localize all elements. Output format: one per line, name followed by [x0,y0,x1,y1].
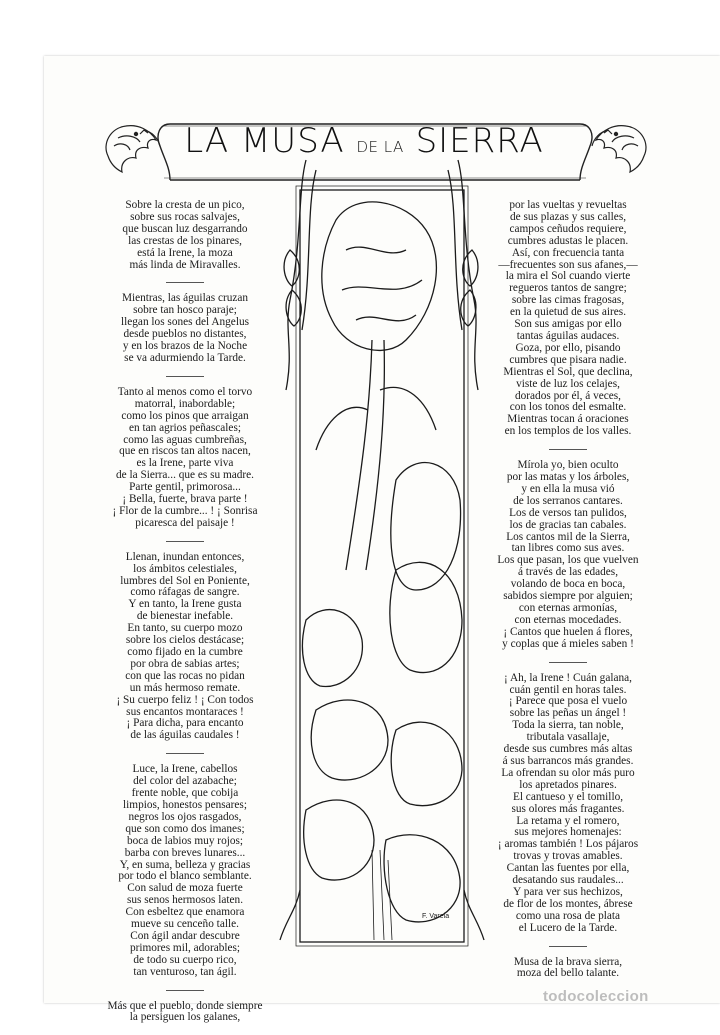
verse-line: que buscan luz desgarrando [122,222,248,235]
verse-line: se va adurmiendo la Tarde. [124,351,246,364]
stanza-divider [166,541,204,542]
stanza [100,1001,270,1025]
verse-line: ¡ Su cuerpo feliz ! ¡ Con todos [116,693,254,706]
verse-line: dorados por él, á veces, [514,389,622,402]
verse-line: moza del bello talante. [516,967,620,980]
verse-line: El cantueso y el tomillo, [512,790,624,803]
verse-line: boca de labios muy rojos; [126,834,244,847]
verse-line: como ráfagas de sangre. [130,586,240,599]
verse-line: sobre los cielos destácase; [125,634,245,647]
verse-line: tantas águilas audaces. [516,329,620,342]
verse-line: de bienestar inefable. [136,610,234,623]
verse-line: más linda de Miravalles. [129,258,241,271]
verse-line: limpios, honestos pensares; [123,798,247,811]
verse-line: primores mil, adorables; [129,941,241,954]
stanza-divider [166,753,204,754]
verse-line: Tanto al menos como el torvo [117,385,253,398]
verse-line: sus mejores homenajes: [514,826,622,839]
verse-line: y en ella la musa vió [521,482,615,495]
verse-line: sobre tan hosco paraje; [133,304,237,317]
verse-line: sobre sus rocas salvajes, [130,210,240,223]
verse-line: barba con breves lunares... [124,846,246,859]
stanza [100,200,270,271]
left-eagle-icon [106,126,160,172]
verse-line: llegan los sones del Angelus [120,316,250,329]
verse-line: cumbres que pisara nadie. [509,353,627,366]
verse-line: Mientras tocan á oraciones [507,413,629,426]
verse-line: La ofrendan su olor más puro [501,766,635,779]
stanza-divider [549,946,587,947]
verse-line: la mira el Sol cuando vierte [505,270,631,283]
verse-line: volando de boca en boca, [510,578,626,591]
verse-line: en los templos de los valles. [504,425,632,438]
verse-line: Con ágil andar descubre [130,929,240,942]
stanza [100,387,270,530]
verse-line: sus senos hermosos laten. [126,894,244,907]
verse-line: que en riscos tan altos nacen, [119,445,251,458]
verse-line: picaresca del paisaje ! [135,516,235,529]
verse-line: desde pueblos no distantes, [123,328,247,341]
verse-line: sus encantos montaraces ! [126,705,244,718]
verse-line: lumbres del Sol en Poniente, [120,574,250,587]
stanza [100,764,270,978]
stanza-divider [549,662,587,663]
stanza [100,293,270,364]
verse-line: Cantan las fuentes por ella, [506,862,630,875]
verse-line: cumbres adustas le placen. [507,234,629,247]
verse-line: ¡ Ah, la Irene ! Cuán galana, [504,671,632,684]
verse-line: Sobre la cresta de un pico, [125,199,245,211]
stanza [100,552,270,743]
verse-line: con que las rocas no pidan [125,669,245,682]
verse-line: de la Sierra... que es su madre. [115,469,255,482]
verse-line: sus olores más fragantes. [511,802,625,815]
verse-line: como una rosa de plata [515,909,621,922]
verse-line: de todo su cuerpo rico, [133,953,237,966]
verse-line: del color del azabache; [133,775,237,788]
verse-line: con eternas mocedades. [514,613,622,626]
verse-line: está la Irene, la moza [137,246,233,259]
verse-line: frente noble, que cobija [131,787,239,800]
stanza [478,673,658,935]
poem-left-column [100,200,270,1035]
verse-line: es la Irene, parte viva [136,457,234,470]
verse-line: por obra de sabias artes; [130,657,240,670]
verse-line: Llenan, inundan entonces, [125,550,245,563]
verse-line: Son sus amigas por ello [514,318,622,331]
verse-line: Mientras, las águilas cruzan [121,292,249,305]
stanza [478,957,658,981]
verse-line: tan venturoso, tan ágil. [133,965,237,978]
verse-line: negros los ojos rasgados, [128,810,242,823]
verse-line: Los cantos mil de la Sierra, [506,530,630,543]
verse-line: los de gracias tan cabales. [509,518,627,531]
verse-line: ¡ Para dicha, para encanto [126,717,244,730]
poem-right-column [478,200,658,991]
verse-line: con eternas armonías, [518,602,618,614]
stanza [478,200,658,438]
verse-line: —frecuentes son sus afanes,— [498,258,638,271]
verse-line: desatando sus raudales... [512,874,624,887]
right-eagle-icon [592,126,646,172]
verse-line: ¡ Parece que posa el vuelo [508,695,628,708]
verse-line: de los serranos cantares. [513,494,623,507]
verse-line: Y, en suma, belleza y gracias [119,858,251,871]
verse-line: un más hermoso remate. [129,681,241,694]
verse-line: Y para ver sus hechizos, [513,885,623,898]
verse-line: á través de las edades, [517,566,619,579]
verse-line: los ámbitos celestiales, [133,562,237,575]
verse-line: Con esbeltez que enamora [125,906,245,919]
verse-line: campos ceñudos requiere, [509,222,627,235]
stanza-divider [166,376,204,377]
verse-line: por las vueltas y revueltas [509,199,627,211]
verse-line: cuán gentil en horas tales. [509,683,627,696]
verse-line: en la quietud de sus aires. [509,306,627,319]
verse-line: por todo el blanco semblante. [118,870,252,883]
verse-line: de flor de los montes, ábrese [503,897,633,910]
verse-line: sobre las peñas un ángel ! [509,707,627,720]
verse-line: ¡ Cantos que huelen á flores, [503,625,633,638]
verse-line: Luce, la Irene, cabellos [132,763,238,776]
verse-line: regueros tantos de sangre; [509,282,627,295]
verse-line: ¡ aromas también ! Los pájaros [497,838,639,851]
verse-line: con los tonos del esmalte. [509,401,627,414]
stanza [478,460,658,651]
verse-line: sabidos siempre por alguien; [503,590,633,603]
verse-line: como las aguas cumbreñas, [123,433,247,446]
verse-line: en tan agrios peñascales; [129,421,241,434]
verse-line: Más que el pueblo, donde siempre [107,999,263,1012]
verse-line: Los que pasan, los que vuelven [497,554,639,567]
verse-line: la persiguen los galanes, [129,1011,241,1024]
verse-line: las crestas de los pinares, [128,234,242,247]
stanza-divider [549,449,587,450]
verse-line: tan libres como sus aves. [511,542,625,555]
watermark: todocoleccion [543,988,649,1005]
stanza-divider [166,282,204,283]
verse-line: de las águilas caudales ! [130,729,240,742]
verse-line: ¡ Bella, fuerte, brava parte ! [122,493,248,506]
verse-line: La retama y el romero, [516,814,620,827]
verse-line: desde sus cumbres más altas [503,743,633,756]
verse-line: Toda la sierra, tan noble, [512,719,624,732]
title-part-3: SIERRA [415,121,544,161]
verse-line: Mírola yo, bien oculto [517,459,619,472]
landscape-illustration [276,150,488,950]
verse-line: como los pinos que arraigan [121,409,249,422]
verse-line: Goza, por ello, pisando [515,341,621,354]
verse-line: á sus barrancos más grandes. [502,754,634,767]
stanza-divider [166,990,204,991]
verse-line: Mientras el Sol, que declina, [503,365,633,378]
verse-line: por las matas y los árboles, [506,471,630,484]
verse-line: de sus plazas y sus calles, [509,210,627,223]
verse-line: Con salud de moza fuerte [127,882,243,895]
verse-line: Musa de la brava sierra, [513,955,623,968]
verse-line: Parte gentil, primorosa... [129,481,241,494]
verse-line: viste de luz los celajes, [516,377,620,390]
title-part-1: LA MUSA [184,121,345,161]
verse-line: y en los brazos de la Noche [122,340,248,353]
verse-line: sobre las cimas fragosas, [511,294,625,307]
verse-line: el Lucero de la Tarde. [518,921,618,934]
verse-line: mueve su cenceño talle. [131,918,239,931]
artist-signature: F. Varela [422,913,450,920]
verse-line: matorral, inabordable; [134,397,236,410]
verse-line: como fijado en la cumbre [127,646,243,658]
verse-line: Y en tanto, la Irene gusta [128,598,242,611]
verse-line: los apretados pinares. [519,778,617,791]
verse-line: Los de versos tan pulidos, [509,506,627,519]
verse-line: que son como dos imanes; [125,822,245,835]
verse-line: trovas y trovas amables. [513,850,623,863]
verse-line: Así, con frecuencia tanta [511,246,625,259]
verse-line: y coplas que á mieles saben ! [502,637,634,650]
verse-line: tributala vasallaje, [526,731,610,744]
verse-line: ¡ Flor de la cumbre... ! ¡ Sonrisa [112,504,258,517]
title-part-2: DE LA [356,138,404,156]
verse-line: En tanto, su cuerpo mozo [127,622,243,635]
